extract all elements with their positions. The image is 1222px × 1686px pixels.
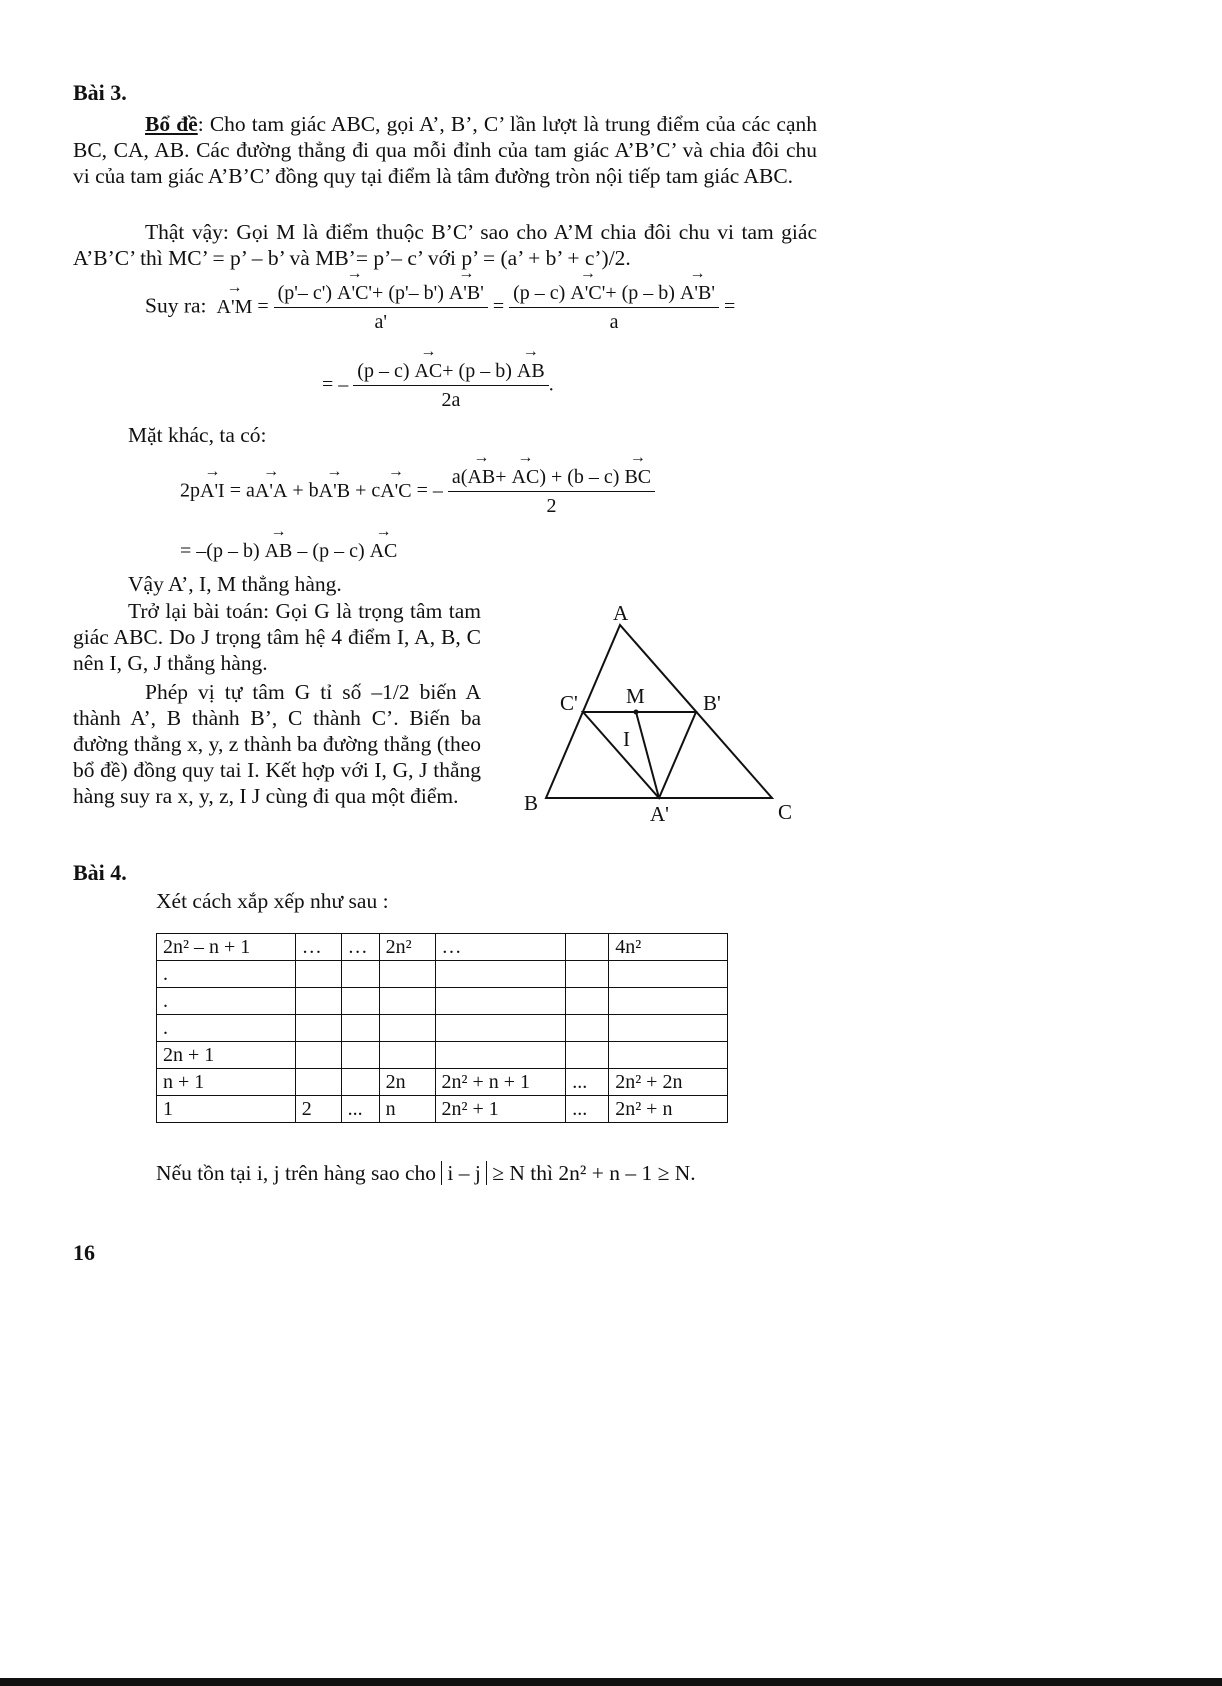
table-cell: ... [566, 1096, 609, 1123]
table-cell [341, 1069, 379, 1096]
table-cell: 4n² [609, 934, 728, 961]
equation-ai: 2p→ A'I = a→ A'A + b→ A'B + c→ A'C = – $\frac{a(\to AB+ \to AC) + (b - c) \to BC}{2}$ [180, 466, 655, 518]
table-cell [435, 988, 566, 1015]
table-cell [435, 1015, 566, 1042]
table-cell [295, 1015, 341, 1042]
table-cell: ... [566, 1069, 609, 1096]
table-cell: 2n² + n [609, 1096, 728, 1123]
vec-am: → A'M [217, 296, 253, 319]
table-cell [341, 1015, 379, 1042]
table-row [157, 961, 728, 988]
fraction-1: $\frac{(p'- c') \to A'C'+ (p'- b') \to A'B'}{a'}$ [274, 282, 488, 334]
table-row [157, 1096, 728, 1123]
proof-paragraph: Thật vậy: Gọi M là điểm thuộc B’C’ sao cho A’M chia đôi chu vi tam giác A’B’C’ thì MC’ = p’ – b’ và MB’= p’– c’ với p’ = (a’ + b’ + c’)/2. [73, 220, 817, 270]
table-row [157, 1015, 728, 1042]
arrangement-table [156, 933, 728, 1123]
table-cell [566, 961, 609, 988]
table-cell: n [379, 1096, 435, 1123]
table-cell: 2n² + n + 1 [435, 1069, 566, 1096]
table-cell: . [157, 1015, 296, 1042]
table-cell: 2n² + 2n [609, 1069, 728, 1096]
lemma-paragraph [73, 111, 817, 189]
table-cell: 2n² [379, 934, 435, 961]
equation-am: Suy ra: → A'M = $\frac{(p'- c') \to A'C'+ (p'- b') \to A'B'}{a'}$ = $\frac{(p - c) \to A'C'+ (p - b) \to A'B'}{a}$ = [145, 282, 735, 334]
label-c: C [778, 800, 793, 824]
fraction-2: $\frac{(p - c) \to A'C'+ (p - b) \to A'B'}{a}$ [509, 282, 719, 334]
table-cell: 2n² – n + 1 [157, 934, 296, 961]
table-row [157, 1042, 728, 1069]
page-number: 16 [73, 1240, 95, 1265]
table-cell [341, 961, 379, 988]
label-i: I [623, 727, 630, 751]
table-cell [609, 1042, 728, 1069]
table-row [157, 934, 728, 961]
table-cell: 2n [379, 1069, 435, 1096]
table-cell: . [157, 961, 296, 988]
mat-khac-label: Mặt khác, ta có: [128, 423, 267, 447]
table-cell [609, 988, 728, 1015]
table-cell [566, 1042, 609, 1069]
bai4-intro: Xét cách xắp xếp như sau : [156, 889, 389, 913]
table-cell [379, 961, 435, 988]
fraction-4: $\frac{a(\to AB+ \to AC) + (b - c) \to BC}{2}$ [448, 466, 655, 518]
bai3-title: Bài 3. [73, 80, 127, 105]
table-cell [566, 988, 609, 1015]
label-c-prime: C' [560, 691, 578, 715]
table-cell: 2n² + 1 [435, 1096, 566, 1123]
table-cell: … [341, 934, 379, 961]
table-cell [341, 1042, 379, 1069]
label-b-prime: B' [703, 691, 721, 715]
table-cell [341, 988, 379, 1015]
label-m: M [626, 684, 645, 708]
table-cell [566, 1015, 609, 1042]
table-cell: 2n + 1 [157, 1042, 296, 1069]
triangle-figure [510, 595, 810, 835]
table-cell [435, 961, 566, 988]
table-cell: 1 [157, 1096, 296, 1123]
table-cell: … [295, 934, 341, 961]
suyra-label: Suy ra: [145, 293, 207, 318]
table-cell [295, 1042, 341, 1069]
table-cell: 2 [295, 1096, 341, 1123]
lemma-label: Bổ đề [145, 112, 198, 136]
table-cell [435, 1042, 566, 1069]
label-a-prime: A' [650, 802, 669, 826]
conclusion-line: Vậy A’, I, M thẳng hàng. [128, 572, 342, 596]
label-b: B [524, 791, 539, 815]
equation-ai-result: = –(p – b) → AB – (p – c) → AC [180, 540, 397, 563]
table-cell: ... [341, 1096, 379, 1123]
table-cell [295, 961, 341, 988]
bai4-footer: Nếu tồn tại i, j trên hàng sao cho i – j ≥ N thì 2n² + n – 1 ≥ N. [156, 1161, 696, 1185]
table-cell [609, 1015, 728, 1042]
table-cell [295, 1069, 341, 1096]
table-cell [379, 1042, 435, 1069]
table-cell [379, 988, 435, 1015]
point-m [634, 710, 639, 715]
table-row [157, 988, 728, 1015]
table-cell [566, 934, 609, 961]
table-cell [295, 988, 341, 1015]
return-paragraph: Trở lại bài toán: Gọi G là trọng tâm tam giác ABC. Do J trọng tâm hệ 4 điểm I, A, B, C nên I, G, J thẳng hàng. [73, 599, 481, 675]
table-cell [379, 1015, 435, 1042]
page-bottom-bar [0, 1678, 1222, 1686]
table-cell: . [157, 988, 296, 1015]
abs-value: i – j [441, 1161, 486, 1185]
homothety-paragraph: Phép vị tự tâm G tỉ số –1/2 biến A thành A’, B thành B’, C thành C’. Biến ba đường thẳng x, y, z thành ba đường thẳng (theo bổ đề) đồng quy tai I. Kết hợp với I, G, J thẳng hàng suy ra x, y, z, I J cùng đi qua một điểm. [73, 680, 481, 808]
table-cell [609, 961, 728, 988]
table-row [157, 1069, 728, 1096]
fraction-3: $\frac{(p - c) \to AC+ (p - b) \to AB}{2a}$ [353, 360, 548, 412]
table-cell: … [435, 934, 566, 961]
table-cell: n + 1 [157, 1069, 296, 1096]
equation-am-continued: = – $\frac{(p - c) \to AC+ (p - b) \to AB}{2a}$ . [322, 360, 554, 412]
bai4-title: Bài 4. [73, 860, 127, 885]
lemma-text: : Cho tam giác ABC, gọi A’, B’, C’ lần lượt là trung điểm của các cạnh BC, CA, AB. Các đường thẳng đi qua mỗi đỉnh của tam giác A’B’C’ và chia đôi chu vi của tam giác A’B’C’ đồng quy tại điểm là tâm đường tròn nội tiếp tam giác ABC. [73, 112, 817, 188]
label-a: A [613, 601, 629, 625]
